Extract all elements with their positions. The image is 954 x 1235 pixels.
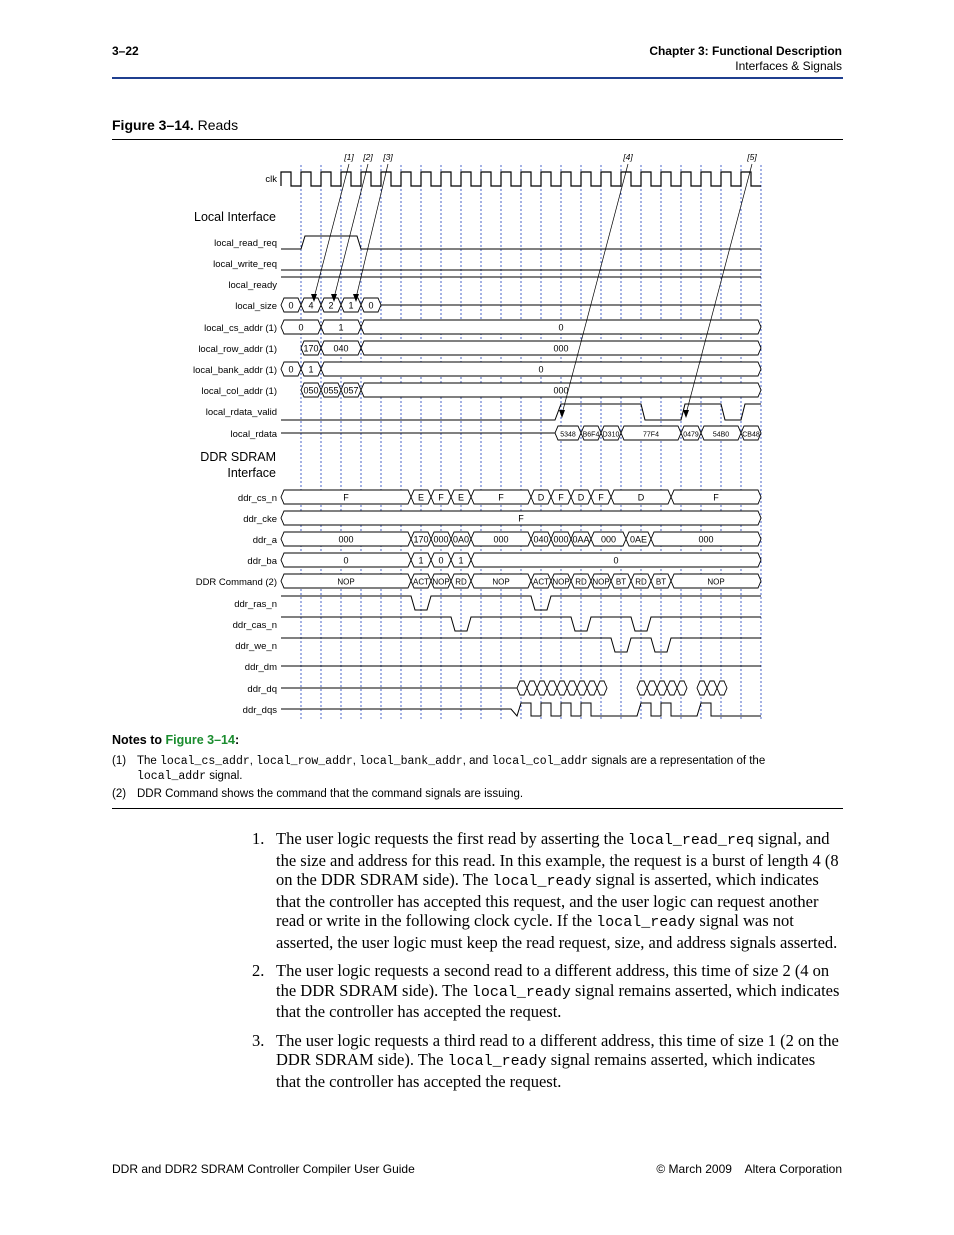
ddr_dq-segment xyxy=(567,681,577,695)
callout-label: [2] xyxy=(363,152,373,162)
callout-arrowhead xyxy=(683,410,689,418)
ddr_dq-segment xyxy=(717,681,727,695)
signal-label-ddr_cs_n: ddr_cs_n xyxy=(237,493,277,504)
chapter-title: Chapter 3: Functional Description xyxy=(649,44,842,58)
page-number: 3–22 xyxy=(112,44,139,58)
step-number: 3. xyxy=(252,1030,265,1050)
group-label-local: Local Interface xyxy=(194,210,276,224)
ddr_ba-value: 0 xyxy=(343,555,349,566)
figure-label: Figure 3–14. xyxy=(112,117,194,133)
callout-markers xyxy=(311,152,757,418)
ddr_cs_n-value: F xyxy=(558,492,564,503)
local_row_addr-value: 170 xyxy=(303,343,319,354)
ddr_a-value: 170 xyxy=(413,534,429,545)
clock-gridlines xyxy=(301,165,761,720)
local_col_addr-value: 055 xyxy=(323,385,339,396)
ddr_a-value: 0AA xyxy=(572,534,590,545)
ddr_command-value: RD xyxy=(455,577,467,587)
local_col_addr-value: 050 xyxy=(303,385,319,396)
signal-label-local_rdata_valid: local_rdata_valid xyxy=(205,407,277,418)
note-2: (2) DDR Command shows the command that the command signals are issuing. xyxy=(112,788,524,800)
timing-diagram xyxy=(0,140,954,730)
ddr_a-value: 000 xyxy=(493,534,509,545)
signal-label-ddr_ras_n: ddr_ras_n xyxy=(234,599,277,610)
signal-label-ddr_command: DDR Command (2) xyxy=(195,577,277,588)
ddr_a-value: 000 xyxy=(433,534,449,545)
ddr_command-value: BT xyxy=(615,577,627,587)
step-number: 1. xyxy=(252,829,265,848)
step-text: signal, and the size and address for this read. In this example, the request is a burst of length 4 (8 on the DDR SDRAM side). The xyxy=(276,829,839,889)
ddr_command-value: RD xyxy=(575,577,587,587)
local_row_addr-value: 000 xyxy=(553,343,569,354)
ddr_a-value: 000 xyxy=(698,534,714,545)
ddr_dq-segment xyxy=(537,681,547,695)
signal-label-local_size: local_size xyxy=(235,301,277,312)
ddr_dq-segment xyxy=(677,681,687,695)
ddr_cs_n-value: F xyxy=(598,492,604,503)
local_size-value: 2 xyxy=(328,300,334,311)
ddr_dq-segment xyxy=(577,681,587,695)
notes-heading: Notes to Figure 3–14: xyxy=(112,733,240,747)
footer-copyright: © March 2009 Altera Corporation xyxy=(656,1162,842,1176)
signal-label-clk: clk xyxy=(265,174,277,185)
step-text: signal is asserted, which indicates that the controller has accepted this request, and the user logic can request another read or write in the following clock cycle. If the xyxy=(276,870,819,930)
local_bank_addr-value: 0 xyxy=(538,364,544,375)
code-signal: local_ready xyxy=(492,873,592,890)
signal-label-local_write_req: local_write_req xyxy=(213,259,277,270)
step-text: signal was not asserted, the user logic must keep the read request, size, and address signals asserted. xyxy=(276,911,838,952)
figure-title: Reads xyxy=(197,117,239,133)
ddr_dq-segment xyxy=(637,681,647,695)
ddr_cs_n-value: D xyxy=(637,492,645,503)
ddr_a-value: 0AE xyxy=(629,534,648,545)
ddr_cs_n-value: F xyxy=(713,492,719,503)
step-item xyxy=(252,829,842,952)
callout-arrow xyxy=(686,164,752,414)
ddr_command-value: NOP xyxy=(552,577,570,587)
signal-label-local_cs_addr: local_cs_addr (1) xyxy=(204,323,277,334)
ddr_cke-value: F xyxy=(518,513,524,524)
signal-label-local_ready: local_ready xyxy=(228,280,277,291)
signal-label-local_col_addr: local_col_addr (1) xyxy=(201,386,277,397)
signal-label-local_bank_addr: local_bank_addr (1) xyxy=(193,365,277,376)
ddr_dq-segment xyxy=(667,681,677,695)
steps-list xyxy=(252,829,842,1100)
ddr_ba-value: 1 xyxy=(458,555,464,566)
ddr_command-value: NOP xyxy=(492,577,510,587)
code-signal: local_ready xyxy=(471,983,571,1001)
local_size-value: 1 xyxy=(348,300,354,311)
ddr_command-value: BT xyxy=(655,577,667,587)
local_bank_addr-value: 0 xyxy=(288,364,294,375)
notes-rule xyxy=(112,808,843,809)
ddr_dq-segment xyxy=(697,681,707,695)
ddr_a-value: 0A0 xyxy=(452,534,470,545)
local_rdata-value: D310 xyxy=(602,431,620,439)
ddr_command-value: NOP xyxy=(592,577,610,587)
local_size-value: 0 xyxy=(288,300,294,311)
ddr_command-value: ACT xyxy=(533,577,549,587)
signal-label-local_read_req: local_read_req xyxy=(214,238,277,249)
ddr_dq-segment xyxy=(547,681,557,695)
ddr_dq-segment xyxy=(517,681,527,695)
ddr_cs_n-value: F xyxy=(498,492,504,503)
signal-label-ddr_ba: ddr_ba xyxy=(247,556,277,567)
ddr_a-value: 000 xyxy=(338,534,354,545)
signal-label-ddr_dq: ddr_dq xyxy=(247,684,277,695)
ddr_a-value: 000 xyxy=(553,534,569,545)
step-item xyxy=(252,961,842,1022)
ddr_dq-segment xyxy=(597,681,607,695)
signal-label-ddr_we_n: ddr_we_n xyxy=(235,641,277,652)
local_cs_addr-value: 0 xyxy=(558,322,564,333)
ddr_dq-segment xyxy=(657,681,667,695)
ddr_cs_n-value: F xyxy=(438,492,444,503)
ddr_a-value: 000 xyxy=(600,534,617,545)
callout-label: [5] xyxy=(747,152,757,162)
local_rdata-value: 77F4 xyxy=(643,431,659,439)
local_rdata-value: 0479 xyxy=(683,431,699,439)
ddr_cs_n-value: E xyxy=(417,492,425,503)
clk-wave xyxy=(281,172,761,186)
code-signal: local_read_req xyxy=(627,832,754,849)
signal-label-ddr_dqs: ddr_dqs xyxy=(242,705,277,716)
figure-caption xyxy=(112,117,238,133)
ddr_cs_n-value: E xyxy=(457,492,465,503)
callout-arrow xyxy=(562,164,628,414)
step-text: The user logic requests a third read to a different address, this time of size 1 (2 on the DDR SDRAM side). The xyxy=(276,1030,839,1069)
ddr_ba-value: 0 xyxy=(613,555,619,566)
signal-label-local_rdata: local_rdata xyxy=(230,429,277,440)
ddr_command-value: ACT xyxy=(413,577,429,587)
signal-label-ddr_cke: ddr_cke xyxy=(243,514,277,525)
footer-doc-title: DDR and DDR2 SDRAM Controller Compiler User Guide xyxy=(112,1162,415,1176)
local_size-value: 4 xyxy=(308,300,314,311)
section-title: Interfaces & Signals xyxy=(735,59,842,73)
step-text: signal remains asserted, which indicates that the controller has accepted the request. xyxy=(276,1050,816,1091)
ddr_cs_n-value: D xyxy=(537,492,545,503)
note-1: (1) The local_cs_addr, local_row_addr, local_bank_addr, and local_col_addr signals are a representation of the local_addr signal. xyxy=(112,755,766,783)
local_col_addr-value: 000 xyxy=(553,385,569,396)
step-text: The user logic requests the first read by asserting the xyxy=(276,829,628,848)
signal-label-ddr_dm: ddr_dm xyxy=(244,662,277,673)
ddr_command-value: RD xyxy=(635,577,647,587)
callout-label: [1] xyxy=(344,152,354,162)
ddr_command-value: NOP xyxy=(707,577,725,587)
ddr_command-value: NOP xyxy=(337,577,355,587)
group-label-interface: Interface xyxy=(227,466,276,480)
ddr_dq-segment xyxy=(557,681,567,695)
local_size-value: 0 xyxy=(368,300,374,311)
local_rdata-value: 5348 xyxy=(560,431,576,439)
callout-arrowhead xyxy=(559,410,565,418)
figure-link[interactable]: Figure 3–14 xyxy=(165,733,235,747)
header-rule xyxy=(112,77,843,79)
code-signal: local_ready xyxy=(447,1053,547,1070)
local_cs_addr-value: 0 xyxy=(298,322,304,333)
callout-label: [4] xyxy=(623,152,633,162)
local_row_addr-value: 040 xyxy=(333,343,349,354)
step-text: signal remains asserted, which indicates that the controller has accepted the request. xyxy=(276,980,840,1021)
local_cs_addr-value: 1 xyxy=(338,322,344,333)
ddr_dq-segment xyxy=(527,681,537,695)
ddr_cs_n-value: D xyxy=(577,492,585,503)
step-number: 2. xyxy=(252,961,265,980)
ddr_cs_n-value: F xyxy=(343,492,349,503)
local_rdata-value: CB48 xyxy=(742,431,760,439)
signal-labels xyxy=(193,174,278,716)
ddr_command-value: NOP xyxy=(432,577,450,587)
step-text: The user logic requests a second read to a different address, this time of size 2 (4 on the DDR SDRAM side). The xyxy=(276,961,830,1000)
ddr_a-value: 040 xyxy=(533,534,549,545)
ddr_dq-segment xyxy=(647,681,657,695)
ddr_dq-segment xyxy=(707,681,717,695)
signal-label-ddr_a: ddr_a xyxy=(252,535,277,546)
local_rdata-value: B6F4 xyxy=(582,431,600,439)
step-item xyxy=(252,1030,842,1092)
local_rdata-value: 54B0 xyxy=(712,431,730,439)
signal-label-ddr_cas_n: ddr_cas_n xyxy=(232,620,277,631)
code-signal: local_ready xyxy=(596,914,696,931)
signal-label-local_row_addr: local_row_addr (1) xyxy=(198,344,277,355)
ddr_dq-segment xyxy=(587,681,597,695)
ddr_ba-value: 0 xyxy=(438,555,444,566)
group-label-ddr: DDR SDRAM xyxy=(200,450,276,464)
local_col_addr-value: 057 xyxy=(343,385,359,396)
ddr_cas_n-wave xyxy=(281,617,761,631)
ddr_ba-value: 1 xyxy=(418,555,424,566)
callout-label: [3] xyxy=(383,152,393,162)
local_bank_addr-value: 1 xyxy=(308,364,314,375)
